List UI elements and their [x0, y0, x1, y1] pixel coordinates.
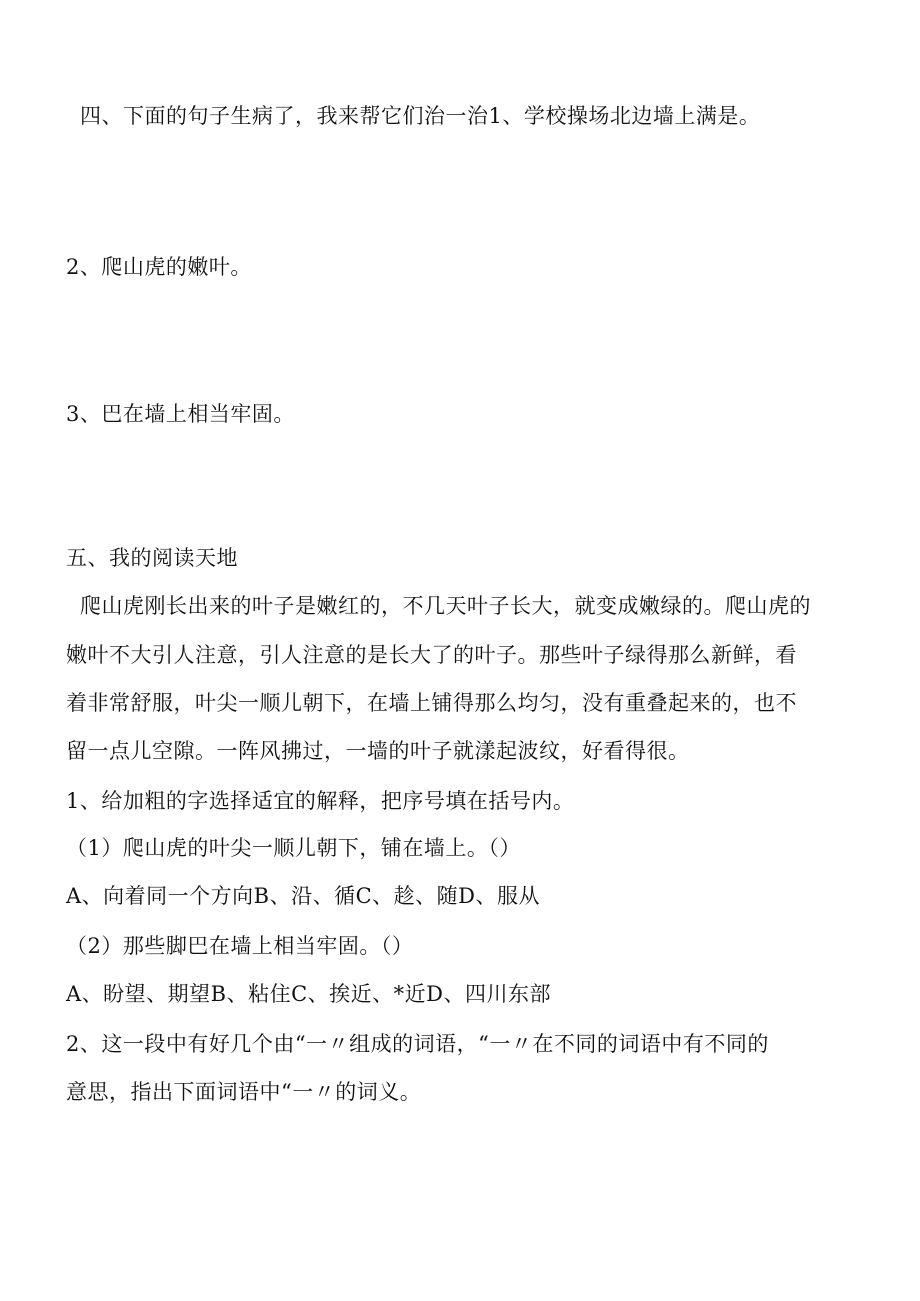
question-2-line-1: 2、这一段中有好几个由“一〃组成的词语，“一〃在不同的词语中有不同的: [66, 1032, 769, 1056]
question-1-sub-2-options: A、盼望、期望B、粘住C、挨近、*近D、四川东部: [66, 982, 552, 1006]
section-4-heading: 四、下面的句子生病了，我来帮它们治一治1、学校操场北边墙上满是。: [80, 104, 761, 128]
question-2-line-2: 意思，指出下面词语中“一〃的词义。: [66, 1080, 422, 1104]
section-5-heading: 五、我的阅读天地: [66, 546, 238, 570]
question-1-prompt: 1、给加粗的字选择适宜的解释，把序号填在括号内。: [66, 789, 575, 813]
passage-line-1: 爬山虎刚长出来的叶子是嫩红的，不几天叶子长大，就变成嫩绿的。爬山虎的: [80, 594, 811, 618]
question-1-sub-1: （1）爬山虎的叶尖一顺儿朝下，铺在墙上。（）: [66, 836, 521, 860]
question-1-sub-1-options: A、向着同一个方向B、沿、循C、趁、随D、服从: [66, 884, 541, 908]
passage-line-3: 着非常舒服，叶尖一顺儿朝下，在墙上铺得那么均匀，没有重叠起来的，也不: [66, 691, 797, 715]
section-4-item-2: 2、爬山虎的嫩叶。: [66, 255, 252, 279]
passage-line-4: 留一点儿空隙。一阵风拂过，一墙的叶子就漾起波纹，好看得很。: [66, 739, 690, 763]
question-1-sub-2: （2）那些脚巴在墙上相当牢固。（）: [66, 934, 414, 958]
section-4-item-3: 3、巴在墙上相当牢固。: [66, 402, 295, 426]
passage-line-2: 嫩叶不大引人注意，引人注意的是长大了的叶子。那些叶子绿得那么新鲜，看: [66, 643, 797, 667]
